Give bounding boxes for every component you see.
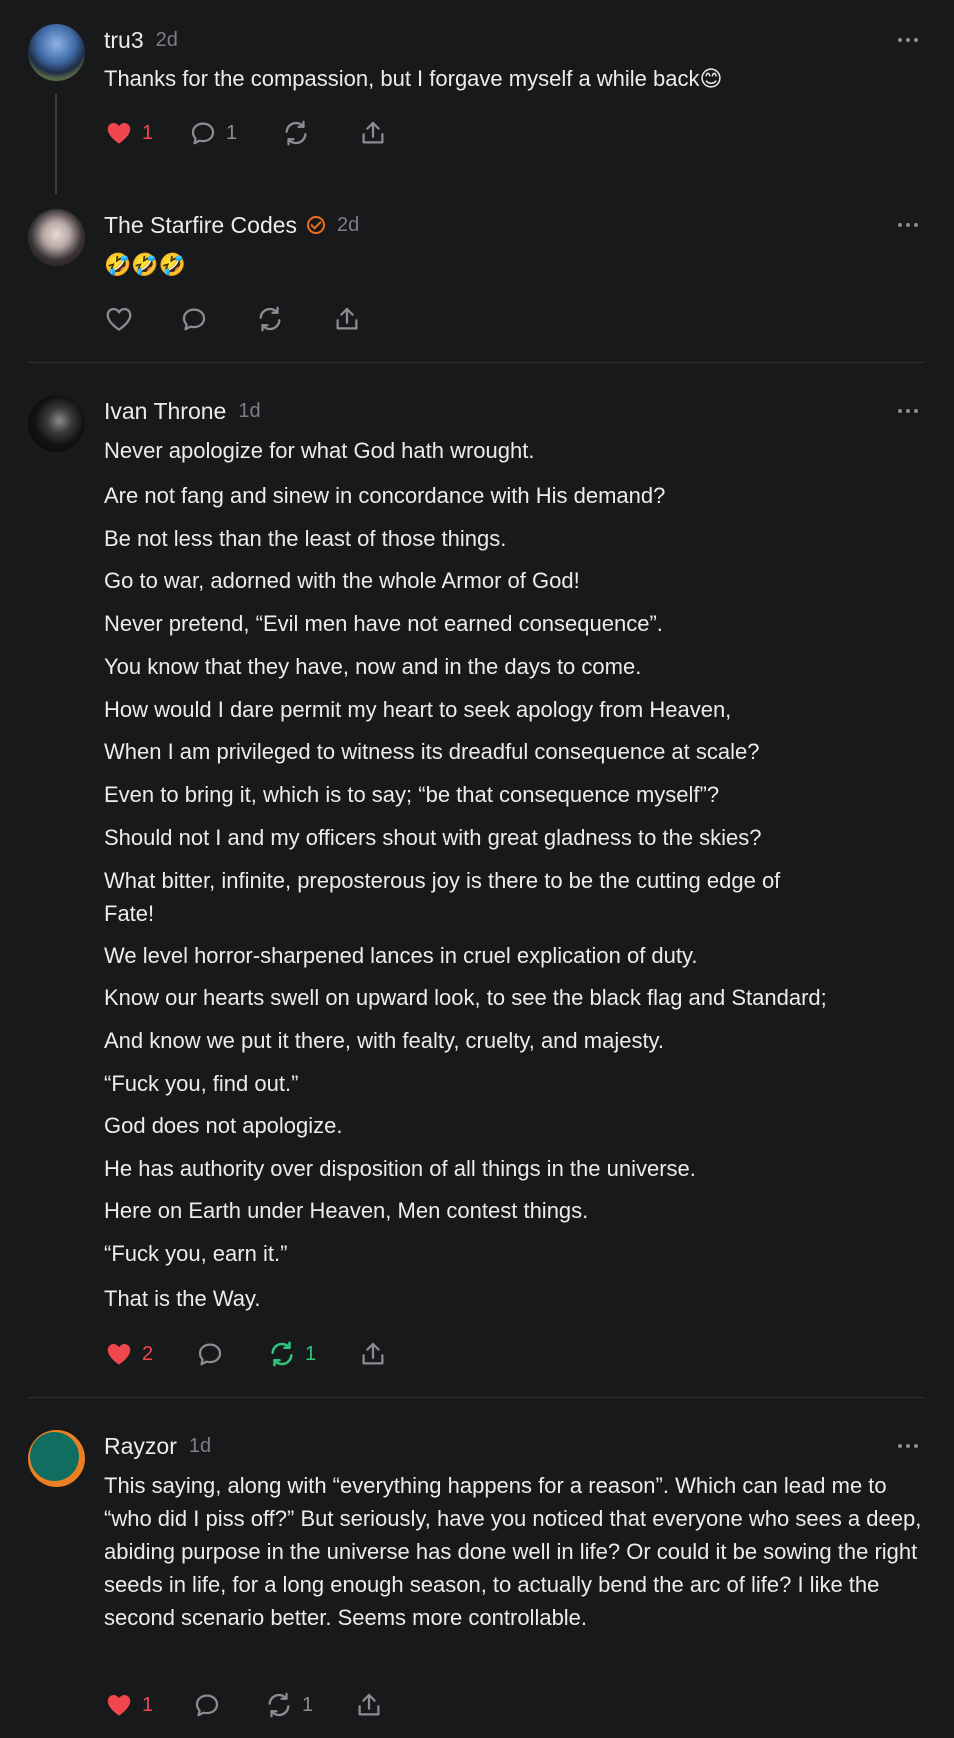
like-button[interactable] [104, 1688, 153, 1722]
author-name[interactable]: tru3 [104, 26, 144, 53]
poem-line: Fate! [104, 901, 155, 926]
reply-button[interactable] [192, 1688, 222, 1722]
divider [28, 1397, 925, 1398]
restack-icon [255, 304, 285, 334]
divider [28, 362, 925, 363]
poem-line: Know our hearts swell on upward look, to see the black flag and Standard; [104, 985, 827, 1010]
like-count: 2 [142, 1342, 154, 1365]
poem-line: Never apologize for what God hath wrought. [104, 438, 535, 463]
poem-line: That is the Way. [104, 1286, 261, 1311]
poem-line: Even to bring it, which is to say; “be that consequence myself”? [104, 782, 720, 807]
comment-header [104, 25, 178, 55]
timestamp[interactable]: 1d [188, 1434, 212, 1457]
heart-icon [104, 1690, 134, 1720]
restack-count: 1 [305, 1342, 317, 1365]
comment-header [104, 1431, 211, 1461]
share-icon [358, 118, 388, 148]
author-name[interactable]: Ivan Throne [104, 397, 227, 424]
comment-icon [188, 118, 218, 148]
poem-line: Here on Earth under Heaven, Men contest things. [104, 1198, 589, 1223]
more-options-icon[interactable] [898, 405, 922, 417]
restack-icon [281, 118, 311, 148]
restack-button[interactable] [281, 116, 311, 150]
avatar[interactable] [28, 209, 85, 266]
poem-line: God does not apologize. [104, 1113, 343, 1138]
share-button[interactable] [332, 302, 362, 336]
poem-line: Are not fang and sinew in concordance with His demand? [104, 483, 666, 508]
reply-button[interactable] [195, 1337, 225, 1371]
poem-line: When I am privileged to witness its dreadful consequence at scale? [104, 739, 760, 764]
poem-line: He has authority over disposition of all things in the universe. [104, 1156, 696, 1181]
like-button[interactable] [104, 116, 153, 150]
timestamp[interactable]: 1d [238, 399, 261, 422]
reply-button[interactable] [188, 116, 237, 150]
like-button[interactable] [104, 302, 134, 336]
avatar[interactable] [28, 1430, 85, 1487]
comment-body: 🤣🤣🤣 [104, 252, 187, 277]
comment-body: Thanks for the compassion, but I forgave myself a while back😊 [104, 66, 723, 91]
more-options-icon[interactable] [898, 219, 922, 231]
poem-line: Should not I and my officers shout with great gladness to the skies? [104, 825, 762, 850]
reply-count: 1 [226, 121, 238, 144]
comment-icon [179, 304, 209, 334]
restack-button[interactable] [267, 1337, 316, 1371]
restack-icon [264, 1690, 294, 1720]
heart-icon [104, 118, 134, 148]
author-name[interactable]: The Starfire Codes [104, 211, 298, 238]
comment-body: This saying, along with “everything happens for a reason”. Which can lead me to “who did I piss off?” But seriously, have you noticed that everyone who sees a deep, abiding purpose in the universe has done well in life? Or could it be sowing the right seeds in life, for a long enough season, to actually bend the arc of life? I like the second scenario better. Seems more controllable. [104, 1473, 922, 1630]
heart-icon [104, 304, 134, 334]
thread-connector [55, 94, 57, 194]
share-icon [354, 1690, 384, 1720]
comment-header [104, 210, 359, 240]
avatar[interactable] [28, 24, 85, 81]
restack-count: 1 [302, 1693, 314, 1716]
restack-button[interactable] [264, 1688, 313, 1722]
restack-button[interactable] [255, 302, 285, 336]
share-button[interactable] [354, 1688, 384, 1722]
comment-icon [192, 1690, 222, 1720]
poem-line: Go to war, adorned with the whole Armor of God! [104, 568, 580, 593]
heart-icon [104, 1339, 134, 1369]
author-name[interactable]: Rayzor [104, 1432, 177, 1459]
like-count: 1 [142, 121, 154, 144]
poem-line: Never pretend, “Evil men have not earned consequence”. [104, 611, 663, 636]
poem-line: Be not less than the least of those things. [104, 526, 507, 551]
verified-badge-icon [307, 216, 325, 234]
poem-line: You know that they have, now and in the days to come. [104, 654, 642, 679]
share-icon [358, 1339, 388, 1369]
reply-button[interactable] [179, 302, 209, 336]
more-options-icon[interactable] [898, 1440, 922, 1452]
more-options-icon[interactable] [898, 34, 922, 46]
poem-line: And know we put it there, with fealty, cruelty, and majesty. [104, 1028, 665, 1053]
poem-line: “Fuck you, find out.” [104, 1071, 299, 1096]
poem-line: How would I dare permit my heart to seek apology from Heaven, [104, 697, 732, 722]
restack-icon [267, 1339, 297, 1369]
avatar[interactable] [28, 395, 85, 452]
poem-line: We level horror-sharpened lances in cruel explication of duty. [104, 943, 698, 968]
timestamp[interactable]: 2d [155, 28, 178, 51]
share-button[interactable] [358, 116, 388, 150]
poem-line: What bitter, infinite, preposterous joy is there to be the cutting edge of [104, 868, 781, 893]
poem-line: “Fuck you, earn it.” [104, 1241, 288, 1266]
share-button[interactable] [358, 1337, 388, 1371]
timestamp[interactable]: 2d [337, 213, 360, 236]
share-icon [332, 304, 362, 334]
comment-icon [195, 1339, 225, 1369]
like-count: 1 [142, 1693, 154, 1716]
like-button[interactable] [104, 1337, 153, 1371]
comment-header [104, 396, 261, 426]
